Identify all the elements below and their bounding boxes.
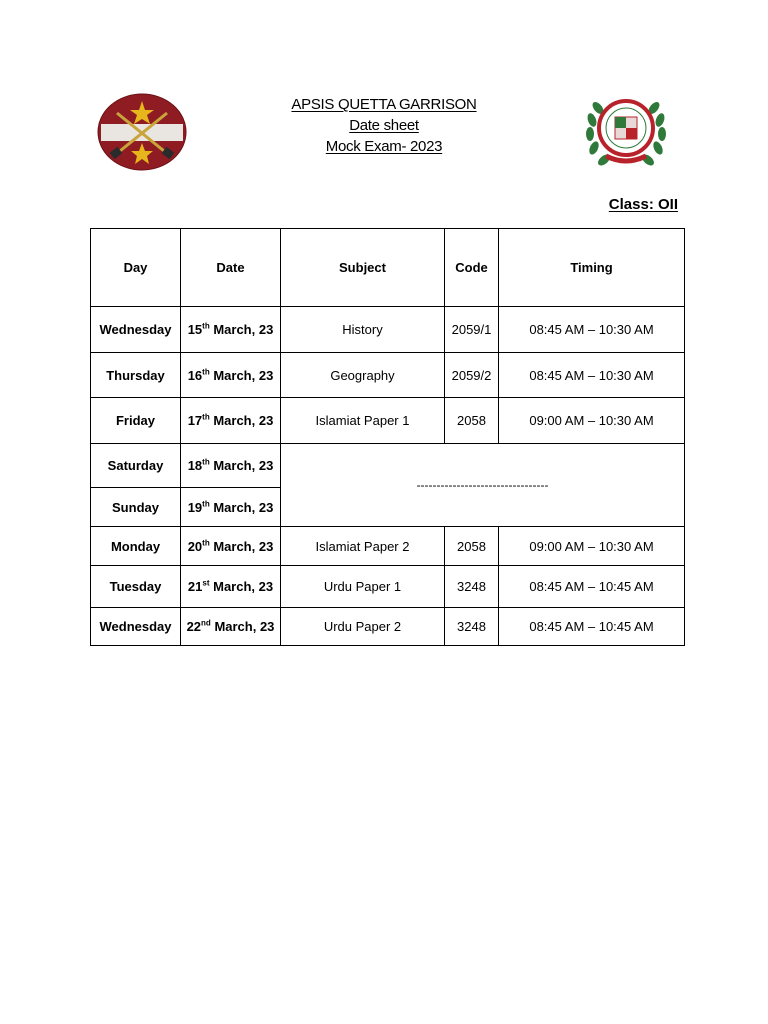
date-cell: 17th March, 23: [181, 398, 281, 444]
subject-cell: History: [281, 307, 445, 353]
table-row: [91, 527, 685, 566]
date-cell: 22nd March, 23: [181, 608, 281, 646]
code-cell: 2059/1: [445, 307, 499, 353]
date-sheet-table: [90, 228, 685, 646]
day-cell: Friday: [91, 398, 181, 444]
column-header-timing: Timing: [499, 229, 685, 307]
day-cell: Saturday: [91, 444, 181, 488]
day-cell: Wednesday: [91, 307, 181, 353]
code-cell: 2058: [445, 527, 499, 566]
table-header-row: [91, 229, 685, 307]
day-cell: Thursday: [91, 353, 181, 398]
date-cell: 19th March, 23: [181, 488, 281, 527]
column-header-day: Day: [91, 229, 181, 307]
date-cell: 15th March, 23: [181, 307, 281, 353]
date-cell: 21st March, 23: [181, 566, 281, 608]
day-cell: Monday: [91, 527, 181, 566]
army-emblem-logo: [97, 93, 187, 171]
school-crest-logo: [584, 90, 668, 170]
column-header-code: Code: [445, 229, 499, 307]
subject-cell: Islamiat Paper 2: [281, 527, 445, 566]
code-cell: 3248: [445, 566, 499, 608]
timing-cell: 09:00 AM – 10:30 AM: [499, 527, 685, 566]
class-label: Class: OII: [608, 196, 678, 213]
table-row: [91, 444, 685, 488]
subject-cell: Urdu Paper 2: [281, 608, 445, 646]
subject-cell: Islamiat Paper 1: [281, 398, 445, 444]
timing-cell: 08:45 AM – 10:30 AM: [499, 353, 685, 398]
column-header-subject: Subject: [281, 229, 445, 307]
weekend-placeholder-cell: ---------------------------------: [281, 444, 685, 527]
day-cell: Sunday: [91, 488, 181, 527]
timing-cell: 08:45 AM – 10:30 AM: [499, 307, 685, 353]
table-row: [91, 566, 685, 608]
date-cell: 18th March, 23: [181, 444, 281, 488]
school-name: APSIS QUETTA GARRISON: [291, 96, 477, 113]
subject-cell: Urdu Paper 1: [281, 566, 445, 608]
code-cell: 2059/2: [445, 353, 499, 398]
column-header-date: Date: [181, 229, 281, 307]
table-row: [91, 608, 685, 646]
timing-cell: 08:45 AM – 10:45 AM: [499, 608, 685, 646]
table-row: [91, 307, 685, 353]
day-cell: Wednesday: [91, 608, 181, 646]
timing-cell: 09:00 AM – 10:30 AM: [499, 398, 685, 444]
code-cell: 3248: [445, 608, 499, 646]
subject-cell: Geography: [281, 353, 445, 398]
document-title: Date sheet: [349, 117, 419, 134]
code-cell: 2058: [445, 398, 499, 444]
table-row: [91, 353, 685, 398]
date-cell: 20th March, 23: [181, 527, 281, 566]
date-cell: 16th March, 23: [181, 353, 281, 398]
timing-cell: 08:45 AM – 10:45 AM: [499, 566, 685, 608]
exam-title: Mock Exam- 2023: [325, 138, 443, 155]
day-cell: Tuesday: [91, 566, 181, 608]
table-row: [91, 398, 685, 444]
document-header: [234, 94, 534, 157]
